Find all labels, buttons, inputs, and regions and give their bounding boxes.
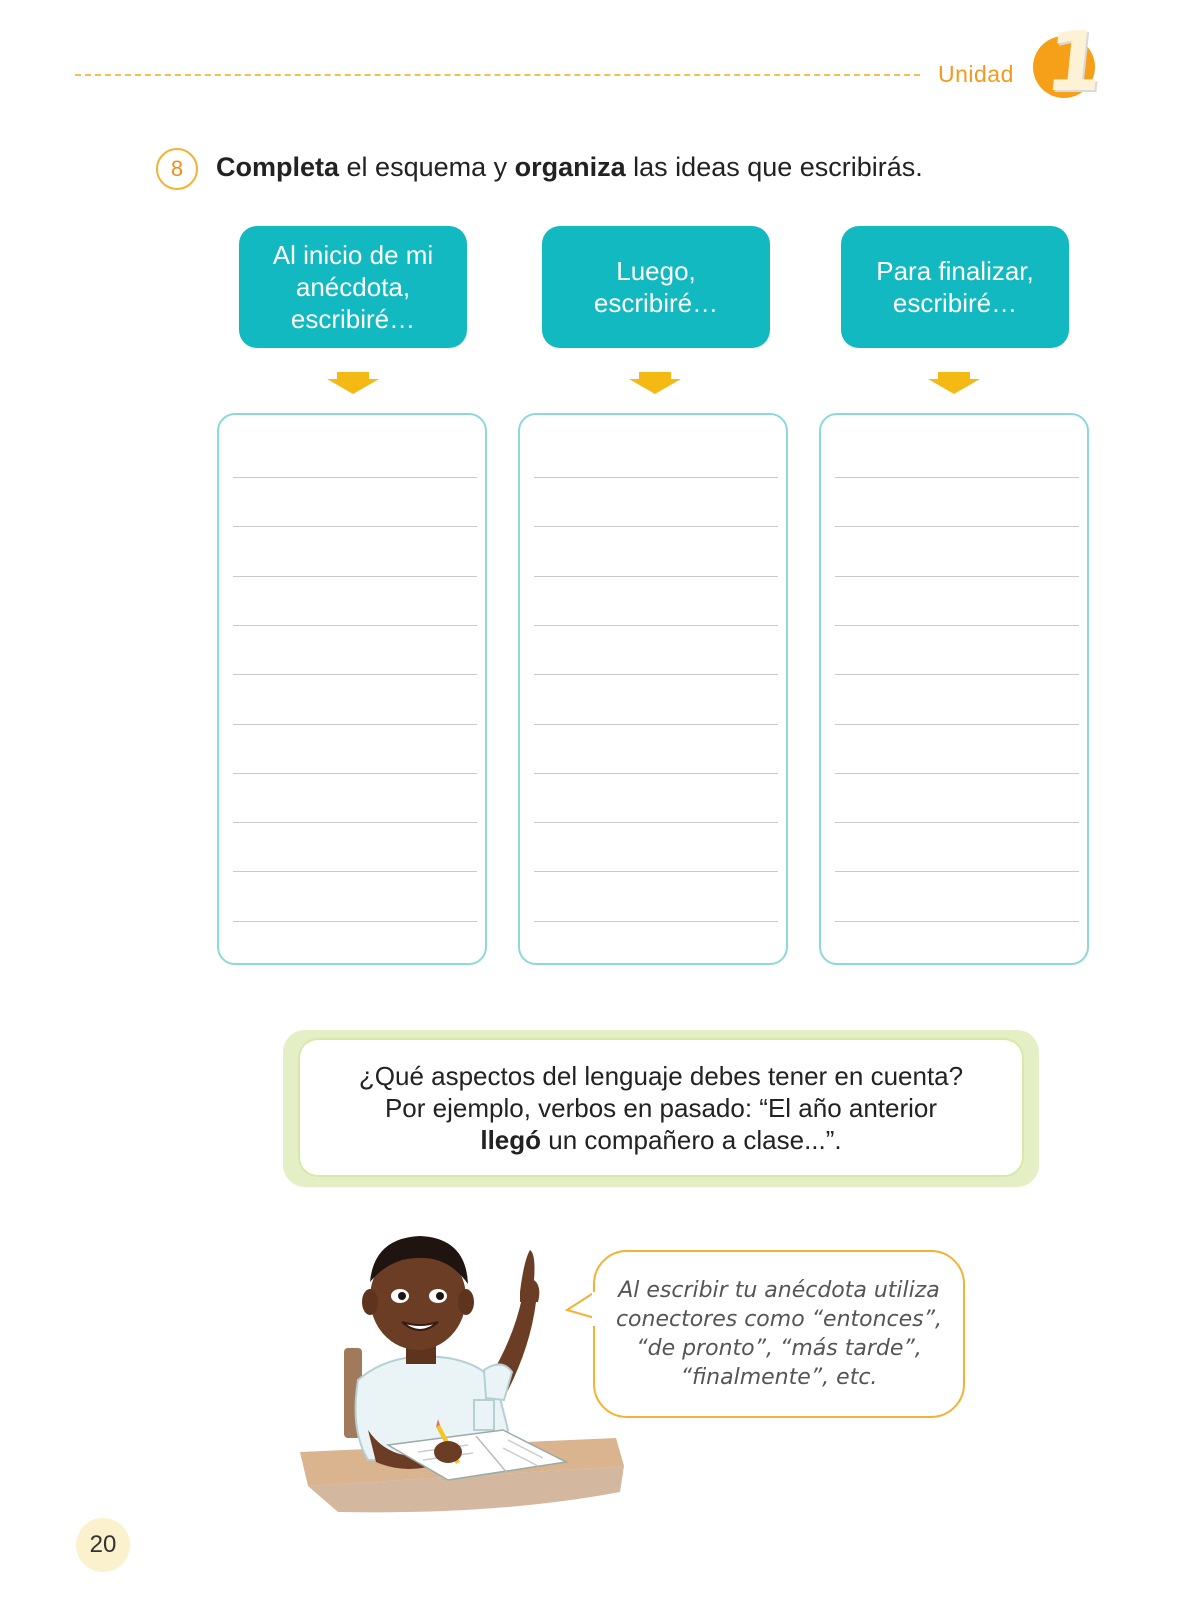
writing-line (835, 871, 1079, 872)
writing-line (835, 822, 1079, 823)
tip-line-2: Por ejemplo, verbos en pasado: “El año anterior (384, 1092, 938, 1123)
tip-line-3: un compañero a clase...”. (541, 1124, 842, 1155)
column-heading-start-text: Al inicio de mi anécdota, escribiré… (272, 240, 434, 334)
writing-line (835, 477, 1079, 478)
activity-instruction (216, 152, 923, 183)
writing-line (534, 822, 778, 823)
speech-bubble-text: Al escribir tu anécdota utiliza conectores como “entonces”, “de pronto”, “más tarde”, “finalmente”, etc. (615, 1278, 943, 1390)
writing-line (835, 576, 1079, 577)
writing-line (534, 724, 778, 725)
writing-line (233, 921, 477, 922)
writing-line (835, 526, 1079, 527)
column-heading-end-text: Para finalizar, escribiré… (876, 256, 1034, 318)
language-tip-box (298, 1038, 1024, 1177)
writing-line (534, 773, 778, 774)
writing-line (534, 526, 778, 527)
writing-line (233, 773, 477, 774)
writing-line (835, 773, 1079, 774)
writing-line (233, 871, 477, 872)
instruction-verb-2: organiza (514, 152, 626, 182)
instruction-text-2: las ideas que escribirás. (625, 152, 923, 182)
writing-line (534, 576, 778, 577)
writing-line (534, 871, 778, 872)
writing-line (233, 674, 477, 675)
unit-label: Unidad (938, 61, 1014, 87)
page-number: 20 (76, 1518, 130, 1572)
instruction-text-1: el esquema y (339, 152, 515, 182)
writing-line (233, 724, 477, 725)
speech-bubble-tail-mask (592, 1292, 598, 1326)
activity-number: 8 (156, 148, 198, 190)
boy-writing-illustration (298, 1230, 628, 1520)
writing-line (835, 921, 1079, 922)
column-heading-middle-text: Luego, escribiré… (593, 256, 719, 318)
writing-line (233, 526, 477, 527)
writing-line (534, 625, 778, 626)
unit-number: 1 (1041, 15, 1109, 110)
writing-box-end[interactable] (819, 413, 1089, 965)
writing-line (835, 674, 1079, 675)
tip-line-1: ¿Qué aspectos del lenguaje debes tener en cuenta? (358, 1060, 964, 1091)
instruction-verb-1: Completa (216, 152, 340, 182)
column-heading-end (841, 226, 1069, 348)
column-heading-start (239, 226, 467, 348)
header-dashed-rule (75, 74, 920, 76)
column-heading-middle (542, 226, 770, 348)
writing-line (835, 625, 1079, 626)
writing-box-start[interactable] (217, 413, 487, 965)
writing-line (233, 576, 477, 577)
writing-line (534, 921, 778, 922)
writing-line (233, 822, 477, 823)
writing-line (534, 477, 778, 478)
writing-line (534, 674, 778, 675)
writing-line (835, 724, 1079, 725)
writing-box-middle[interactable] (518, 413, 788, 965)
tip-bold-word: llegó (480, 1124, 542, 1155)
writing-line (233, 477, 477, 478)
writing-line (233, 625, 477, 626)
